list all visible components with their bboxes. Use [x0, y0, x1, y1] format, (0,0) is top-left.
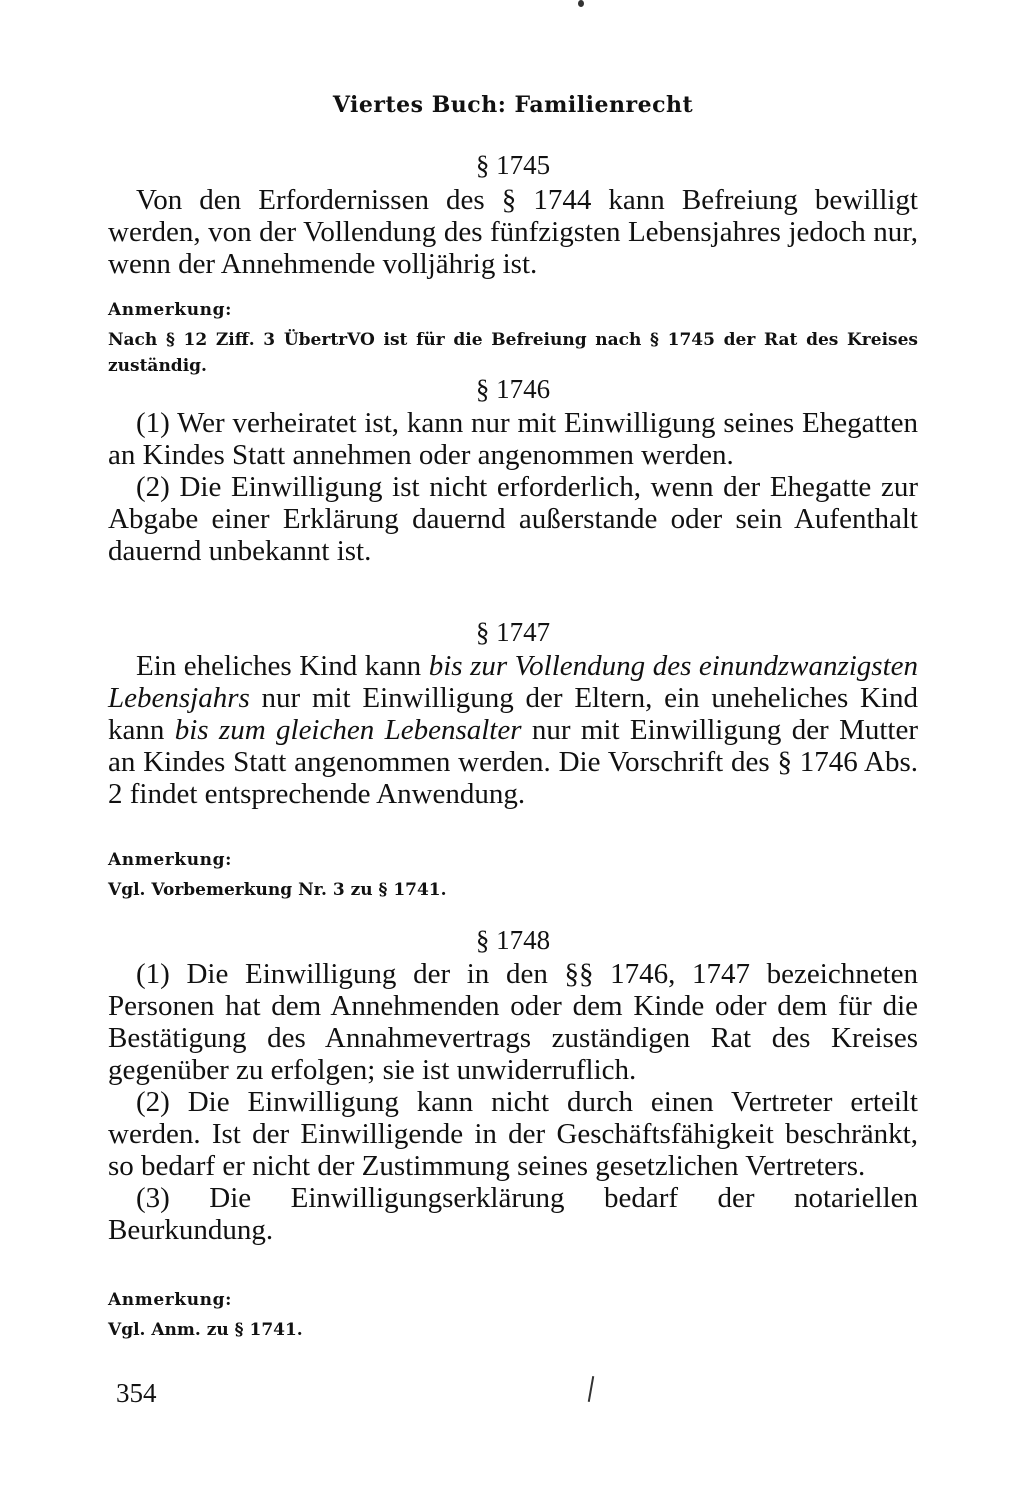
note-text-1747: Vgl. Vorbemerkung Nr. 3 zu § 1741. — [108, 880, 447, 900]
section-number-1747: § 1747 — [475, 617, 551, 647]
italic-run: bis zur Vollendung des einundzwanzigsten Lebensjahrs — [108, 650, 919, 714]
section-body-1746 — [108, 407, 918, 567]
book-page — [108, 0, 918, 1498]
paragraph-1748-2: (2) Die Einwilligung kann nicht durch einen Vertreter erteilt werden. Ist der Einwilligende in der Geschäftsfähigkeit beschränkt, so bedarf er nicht der Zustimmung seines gesetzlichen Vertreters. — [108, 1086, 918, 1182]
section-body-1748 — [108, 958, 918, 1246]
note-label-1747: Anmerkung: — [108, 850, 232, 870]
italic-run: bis zum gleichen Lebensalter — [174, 714, 522, 746]
pencil-mark — [588, 1376, 594, 1402]
section-number-1745: § 1745 — [475, 150, 551, 180]
note-text-1748: Vgl. Anm. zu § 1741. — [108, 1320, 303, 1340]
paragraph-1748-3: (3) Die Einwilligungserklärung bedarf der notariellen Beurkundung. — [108, 1182, 918, 1246]
section-number-1746: § 1746 — [475, 374, 551, 404]
section-body-1747 — [108, 650, 918, 810]
running-header: Viertes Buch: Familienrecht — [332, 92, 694, 118]
text-run: nur mit Einwilligung der Mutter an Kindes Statt angenommen werden. Die Vorschrift des § 1746 Abs. 2 findet entsprechende Anwendung. — [108, 714, 918, 810]
text-run: nur mit Einwilligung der Eltern, ein uneheliches Kind kann — [108, 682, 918, 746]
paragraph-1748-1: (1) Die Einwilligung der in den §§ 1746, 1747 bezeichneten Personen hat dem Annehmenden oder dem Kinde oder dem für die Bestätigung des Annahmevertrags zuständigen Rat des Kreises gegenüber zu erfolgen; sie ist unwiderruflich. — [108, 958, 918, 1086]
section-body-1745 — [108, 184, 918, 280]
paragraph-1746-2: (2) Die Einwilligung ist nicht erforderlich, wenn der Ehegatte zur Abgabe einer Erklärung dauernd außerstande oder sein Aufenthalt dauernd unbekannt ist. — [108, 471, 918, 567]
paragraph-1747 — [108, 650, 918, 810]
note-label-1745: Anmerkung: — [108, 300, 232, 320]
paragraph-1745: Von den Erfordernissen des § 1744 kann Befreiung bewilligt werden, von der Vollendung des fünfzigsten Lebensjahres jedoch nur, wenn der Annehmende volljährig ist. — [108, 184, 918, 280]
section-number-1748: § 1748 — [475, 925, 551, 955]
note-label-1748: Anmerkung: — [108, 1290, 232, 1310]
text-run: Ein eheliches Kind kann — [136, 650, 429, 682]
page-number: 354 — [116, 1378, 157, 1408]
paragraph-1746-1: (1) Wer verheiratet ist, kann nur mit Einwilligung seines Ehegatten an Kindes Statt annehmen oder angenommen werden. — [108, 407, 918, 471]
note-text-1745: Nach § 12 Ziff. 3 ÜbertrVO ist für die Befreiung nach § 1745 der Rat des Kreises zuständig. — [108, 330, 918, 376]
